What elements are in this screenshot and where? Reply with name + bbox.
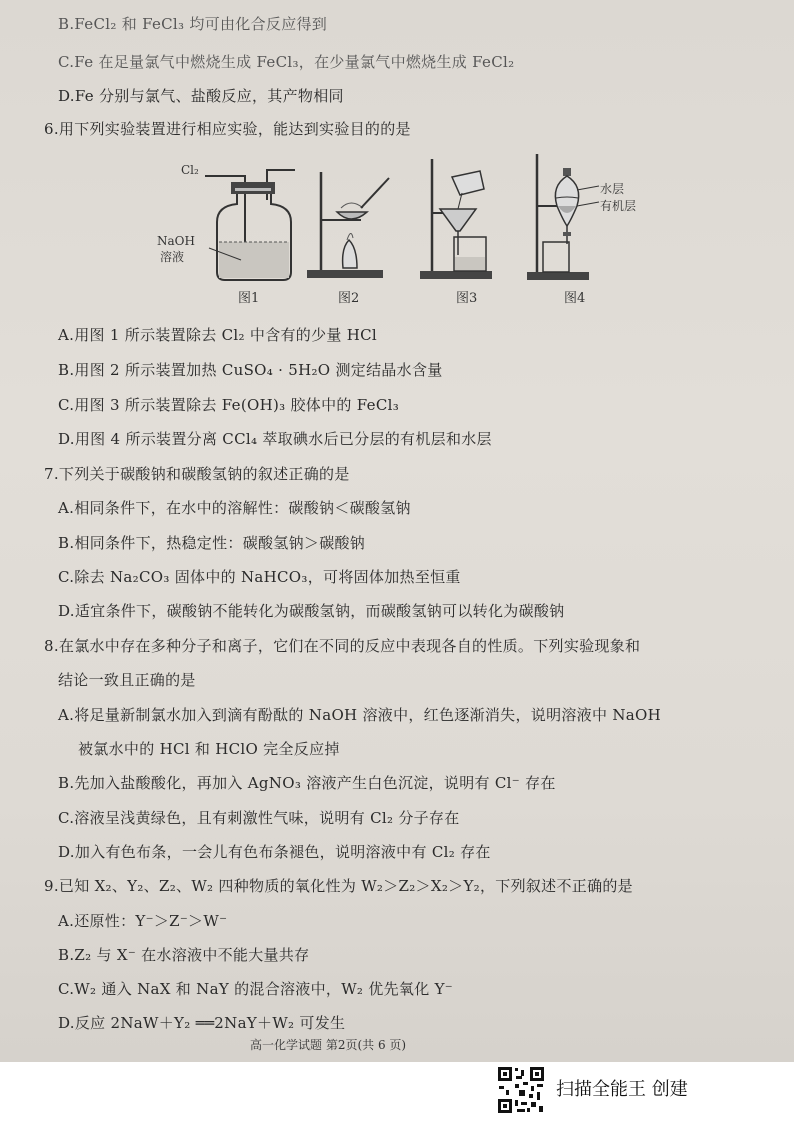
q9-option-b: B.Z₂ 与 X⁻ 在水溶液中不能大量共存 [58,946,310,964]
q7-option-a: A.相同条件下，在水中的溶解性：碳酸钠＜碳酸氢钠 [58,499,411,517]
fig1-caption: 图1 [238,291,260,306]
qr-code-icon [497,1066,545,1114]
q6-option-c: C.用图 3 所示装置除去 Fe(OH)₃ 胶体中的 FeCl₃ [58,396,400,414]
fig2-caption: 图2 [338,291,360,306]
q9-option-a: A.还原性：Y⁻＞Z⁻＞W⁻ [58,912,228,930]
q9-stem: 9.已知 X₂、Y₂、Z₂、W₂ 四种物质的氧化性为 W₂＞Z₂＞X₂＞Y₂，下列叙述不正确的是 [44,877,633,895]
q9-option-c: C.W₂ 通入 NaX 和 NaY 的混合溶液中，W₂ 优先氧化 Y⁻ [58,980,453,998]
figure-2-heating-setup [305,168,395,283]
q7-option-d: D.适宜条件下，碳酸钠不能转化为碳酸氢钠，而碳酸氢钠可以转化为碳酸钠 [58,602,565,620]
fig4-caption: 图4 [564,291,586,306]
fig3-caption: 图3 [456,291,478,306]
fig4-label-water-layer: 水层 [600,182,625,196]
q8-stem-line2: 结论一致且正确的是 [58,671,196,689]
figure-1-wash-bottle [195,160,315,285]
q9-option-d: D.反应 2NaW＋Y₂ ══2NaY＋W₂ 可发生 [58,1014,346,1032]
q7-option-b: B.相同条件下，热稳定性：碳酸氢钠＞碳酸钠 [58,534,366,552]
q5-option-b: B.FeCl₂ 和 FeCl₃ 均可由化合反应得到 [58,15,328,33]
q7-stem: 7.下列关于碳酸钠和碳酸氢钠的叙述正确的是 [44,465,350,483]
q6-option-b: B.用图 2 所示装置加热 CuSO₄ · 5H₂O 测定结晶水含量 [58,361,443,379]
q8-option-a-line2: 被氯水中的 HCl 和 HClO 完全反应掉 [78,740,340,758]
page-footer: 高一化学试题 第2页(共 6 页) [250,1038,407,1052]
q8-option-b: B.先加入盐酸酸化，再加入 AgNO₃ 溶液产生白色沉淀，说明有 Cl⁻ 存在 [58,774,556,792]
q5-option-c: C.Fe 在足量氯气中燃烧生成 FeCl₃，在少量氯气中燃烧生成 FeCl₂ [58,53,515,71]
fig1-label-solution: 溶液 [160,250,185,264]
fig4-label-organic-layer: 有机层 [600,199,637,213]
q6-option-d: D.用图 4 所示装置分离 CCl₄ 萃取碘水后已分层的有机层和水层 [58,430,492,448]
q8-option-d: D.加入有色布条，一会儿有色布条褪色，说明溶液中有 Cl₂ 存在 [58,843,491,861]
q7-option-c: C.除去 Na₂CO₃ 固体中的 NaHCO₃，可将固体加热至恒重 [58,568,461,586]
fig1-label-naoh: NaOH [157,234,195,248]
fig1-label-gas: Cl₂ [181,163,199,177]
q8-option-a-line1: A.将足量新制氯水加入到滴有酚酞的 NaOH 溶液中，红色逐渐消失，说明溶液中 NaOH [58,706,662,724]
q6-option-a: A.用图 1 所示装置除去 Cl₂ 中含有的少量 HCl [58,326,378,344]
q5-option-d: D.Fe 分别与氯气、盐酸反应，其产物相同 [58,87,344,105]
q8-stem-line1: 8.在氯水中存在多种分子和离子，它们在不同的反应中表现各自的性质。下列实验现象和 [44,637,641,655]
q6-stem: 6.用下列实验装置进行相应实验，能达到实验目的的是 [44,120,411,138]
figure-3-filtration [418,155,498,283]
figure-4-separatory-funnel [525,150,605,283]
scanner-credit: 扫描全能王 创建 [556,1079,688,1100]
q8-option-c: C.溶液呈浅黄绿色，且有刺激性气味，说明有 Cl₂ 分子存在 [58,809,460,827]
